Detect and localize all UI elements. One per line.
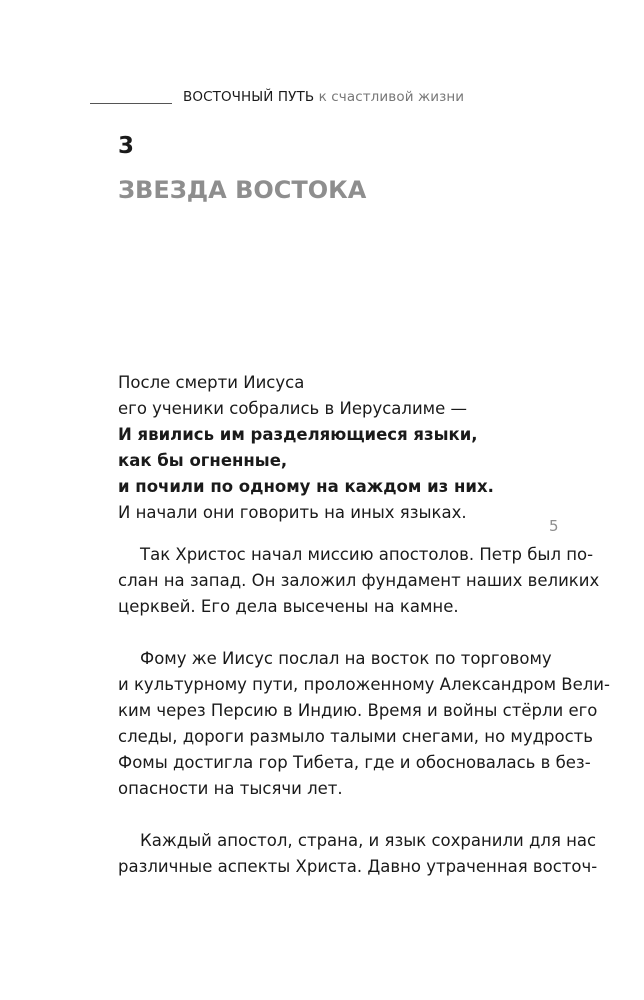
paragraph (118, 828, 598, 880)
book-title-light: к счастливой жизни (314, 89, 465, 105)
text-line: и культурному пути, проложенному Александром Вели- (118, 675, 610, 694)
text-line: различные аспекты Христа. Давно утраченная восточ- (118, 857, 598, 876)
text-line: следы, дороги размыло талыми снегами, но мудрость (118, 727, 594, 746)
epigraph-line: И начали они говорить на иных языках. (118, 503, 467, 522)
page-number: 5 (549, 517, 559, 535)
paragraph (118, 542, 600, 620)
header-rule (90, 103, 172, 104)
text-line: Фому же Иисус послал на восток по торговому (140, 649, 552, 668)
chapter-title: ЗВЕЗДА ВОСТОКА (118, 176, 367, 204)
epigraph-line: И явились им разделяющиеся языки, (118, 425, 478, 444)
chapter-number: 3 (118, 133, 135, 159)
text-line: Каждый апостол, страна, и язык сохранили для нас (140, 831, 597, 850)
epigraph-line: как бы огненные, (118, 451, 288, 470)
text-line: опасности на тысячи лет. (118, 779, 343, 798)
epigraph (118, 370, 548, 526)
paragraph (118, 646, 610, 802)
text-line: слан на запад. Он заложил фундамент наших великих (118, 571, 600, 590)
body-text (118, 542, 610, 906)
epigraph-line: его ученики собрались в Иерусалиме — (118, 399, 468, 418)
book-title-strong: ВОСТОЧНЫЙ ПУТЬ (183, 89, 315, 105)
text-line: Фомы достигла гор Тибета, где и обосновалась в без- (118, 753, 591, 772)
running-header (90, 86, 560, 110)
text-line: Так Христос начал миссию апостолов. Петр был по- (140, 545, 594, 564)
text-line: ким через Персию в Индию. Время и войны стёрли его (118, 701, 598, 720)
text-line: церквей. Его дела высечены на камне. (118, 597, 459, 616)
epigraph-line: После смерти Иисуса (118, 373, 305, 392)
epigraph-line: и почили по одному на каждом из них. (118, 477, 494, 496)
book-title (183, 89, 464, 105)
